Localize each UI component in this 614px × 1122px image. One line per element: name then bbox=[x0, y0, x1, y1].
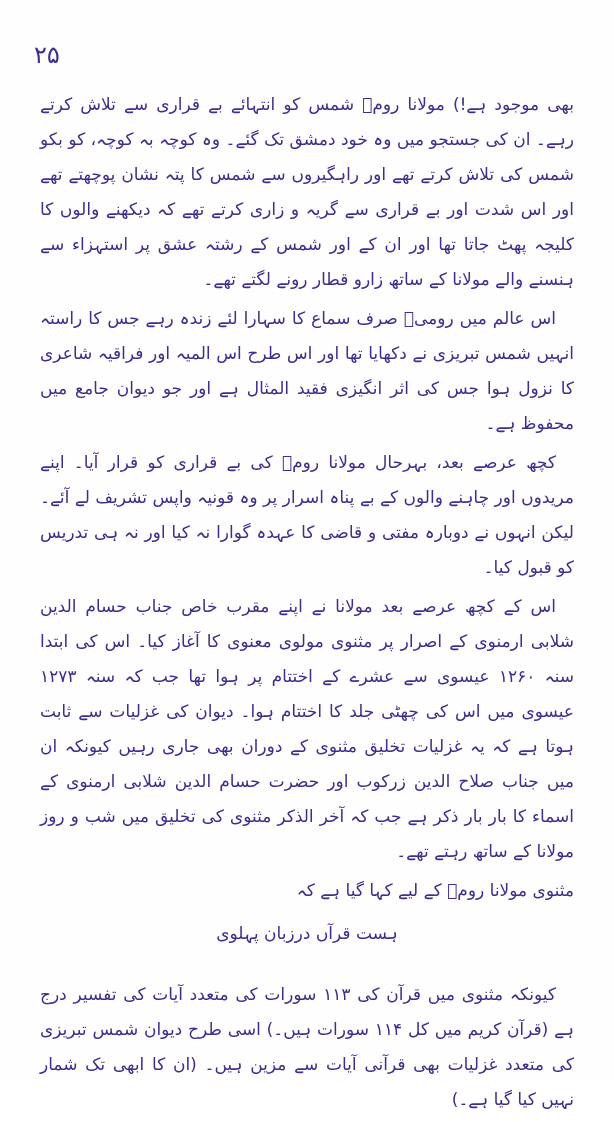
paragraph-3: کچھ عرصے بعد، بہرحال مولانا رومؒ کی بے قراری کو قرار آیا۔ اپنے مریدوں اور چاہنے والوں کے بے پناہ اسرار پر وہ قونیہ واپس تشریف لے آئے۔ لیکن انہوں نے دوبارہ مفتی و قاضی کا عہدہ گوارا نہ کیا اور نہ ہی تدریس کو قبول کیا۔ bbox=[40, 453, 574, 578]
verse-line: ہست قرآں درزبان پہلوی bbox=[216, 924, 398, 944]
paragraph-5: کیونکہ مثنوی میں قرآن کی ۱۱۳ سورات کی متعدد آیات کی تفسیر درج ہے (قرآن کریم میں کل ۱۱۴ سورات ہیں۔) اسی طرح دیوان شمس تبریزی کی متعدد غزلیات بھی قرآنی آیات سے مزین ہیں۔ (ان کا ابھی تک شمار نہیں کیا گیا ہے۔) bbox=[40, 985, 574, 1110]
page-number: ۲۵ bbox=[34, 41, 60, 69]
body-text bbox=[40, 88, 574, 1122]
verse-intro-line: مثنوی مولانا رومؒ کے لیے کہا گیا ہے کہ bbox=[296, 881, 574, 901]
paragraph-1: بھی موجود ہے!) مولانا رومؒ شمس کو انتہائے بے قراری سے تلاش کرتے رہے۔ ان کی جستجو میں وہ خود دمشق تک گئے۔ وہ کوچہ بہ کوچہ، کو بکو شمس کی تلاش کرتے تھے اور راہگیروں سے شمس کا پتہ نشان پوچھتے تھے اور اس شدت اور بے قراری سے گریہ و زاری کرتے تھے کہ دیکھنے والوں کا کلیجہ پھٹ جاتا تھا اور ان کے اور شمس کے رشتہ عشق پر استہزاء سے ہنسنے والے مولانا کے ساتھ زارو قطار رونے لگتے تھے۔ bbox=[40, 95, 574, 290]
paragraph-4: اس کے کچھ عرصے بعد مولانا نے اپنے مقرب خاص جناب حسام الدین شلابی ارمنوی کے اصرار پر مثنوی مولوی معنوی کا آغاز کیا۔ اس کی ابتدا سنہ ۱۲۶۰ عیسوی سے عشرے کے اختتام پر ہوا تھا جب کہ سنہ ۱۲۷۳ عیسوی میں اس کی چھٹی جلد کا اختتام ہوا۔ دیوان کی غزلیات سے ثابت ہوتا ہے کہ یہ غزلیات تخلیق مثنوی کے دوران بھی جاری رہیں کیونکہ ان میں جناب صلاح الدین زرکوب اور حضرت حسام الدین شلابی ارمنوی کے اسماء کا بار بار ذکر ہے جب کہ آخر الذکر مثنوی کی تخلیق میں شب و روز مولانا کے ساتھ رہتے تھے۔ bbox=[40, 597, 574, 862]
paragraph-2: اس عالم میں رومیؒ صرف سماع کا سہارا لئے زندہ رہے جس کا راستہ انہیں شمس تبریزی نے دکھایا تھا اور اس طرح اس المیہ اور فراقیہ شاعری کا نزول ہوا جس کی اثر انگیزی فقید المثال ہے اور جو دیوان جامع میں محفوظ ہے۔ bbox=[40, 309, 574, 434]
